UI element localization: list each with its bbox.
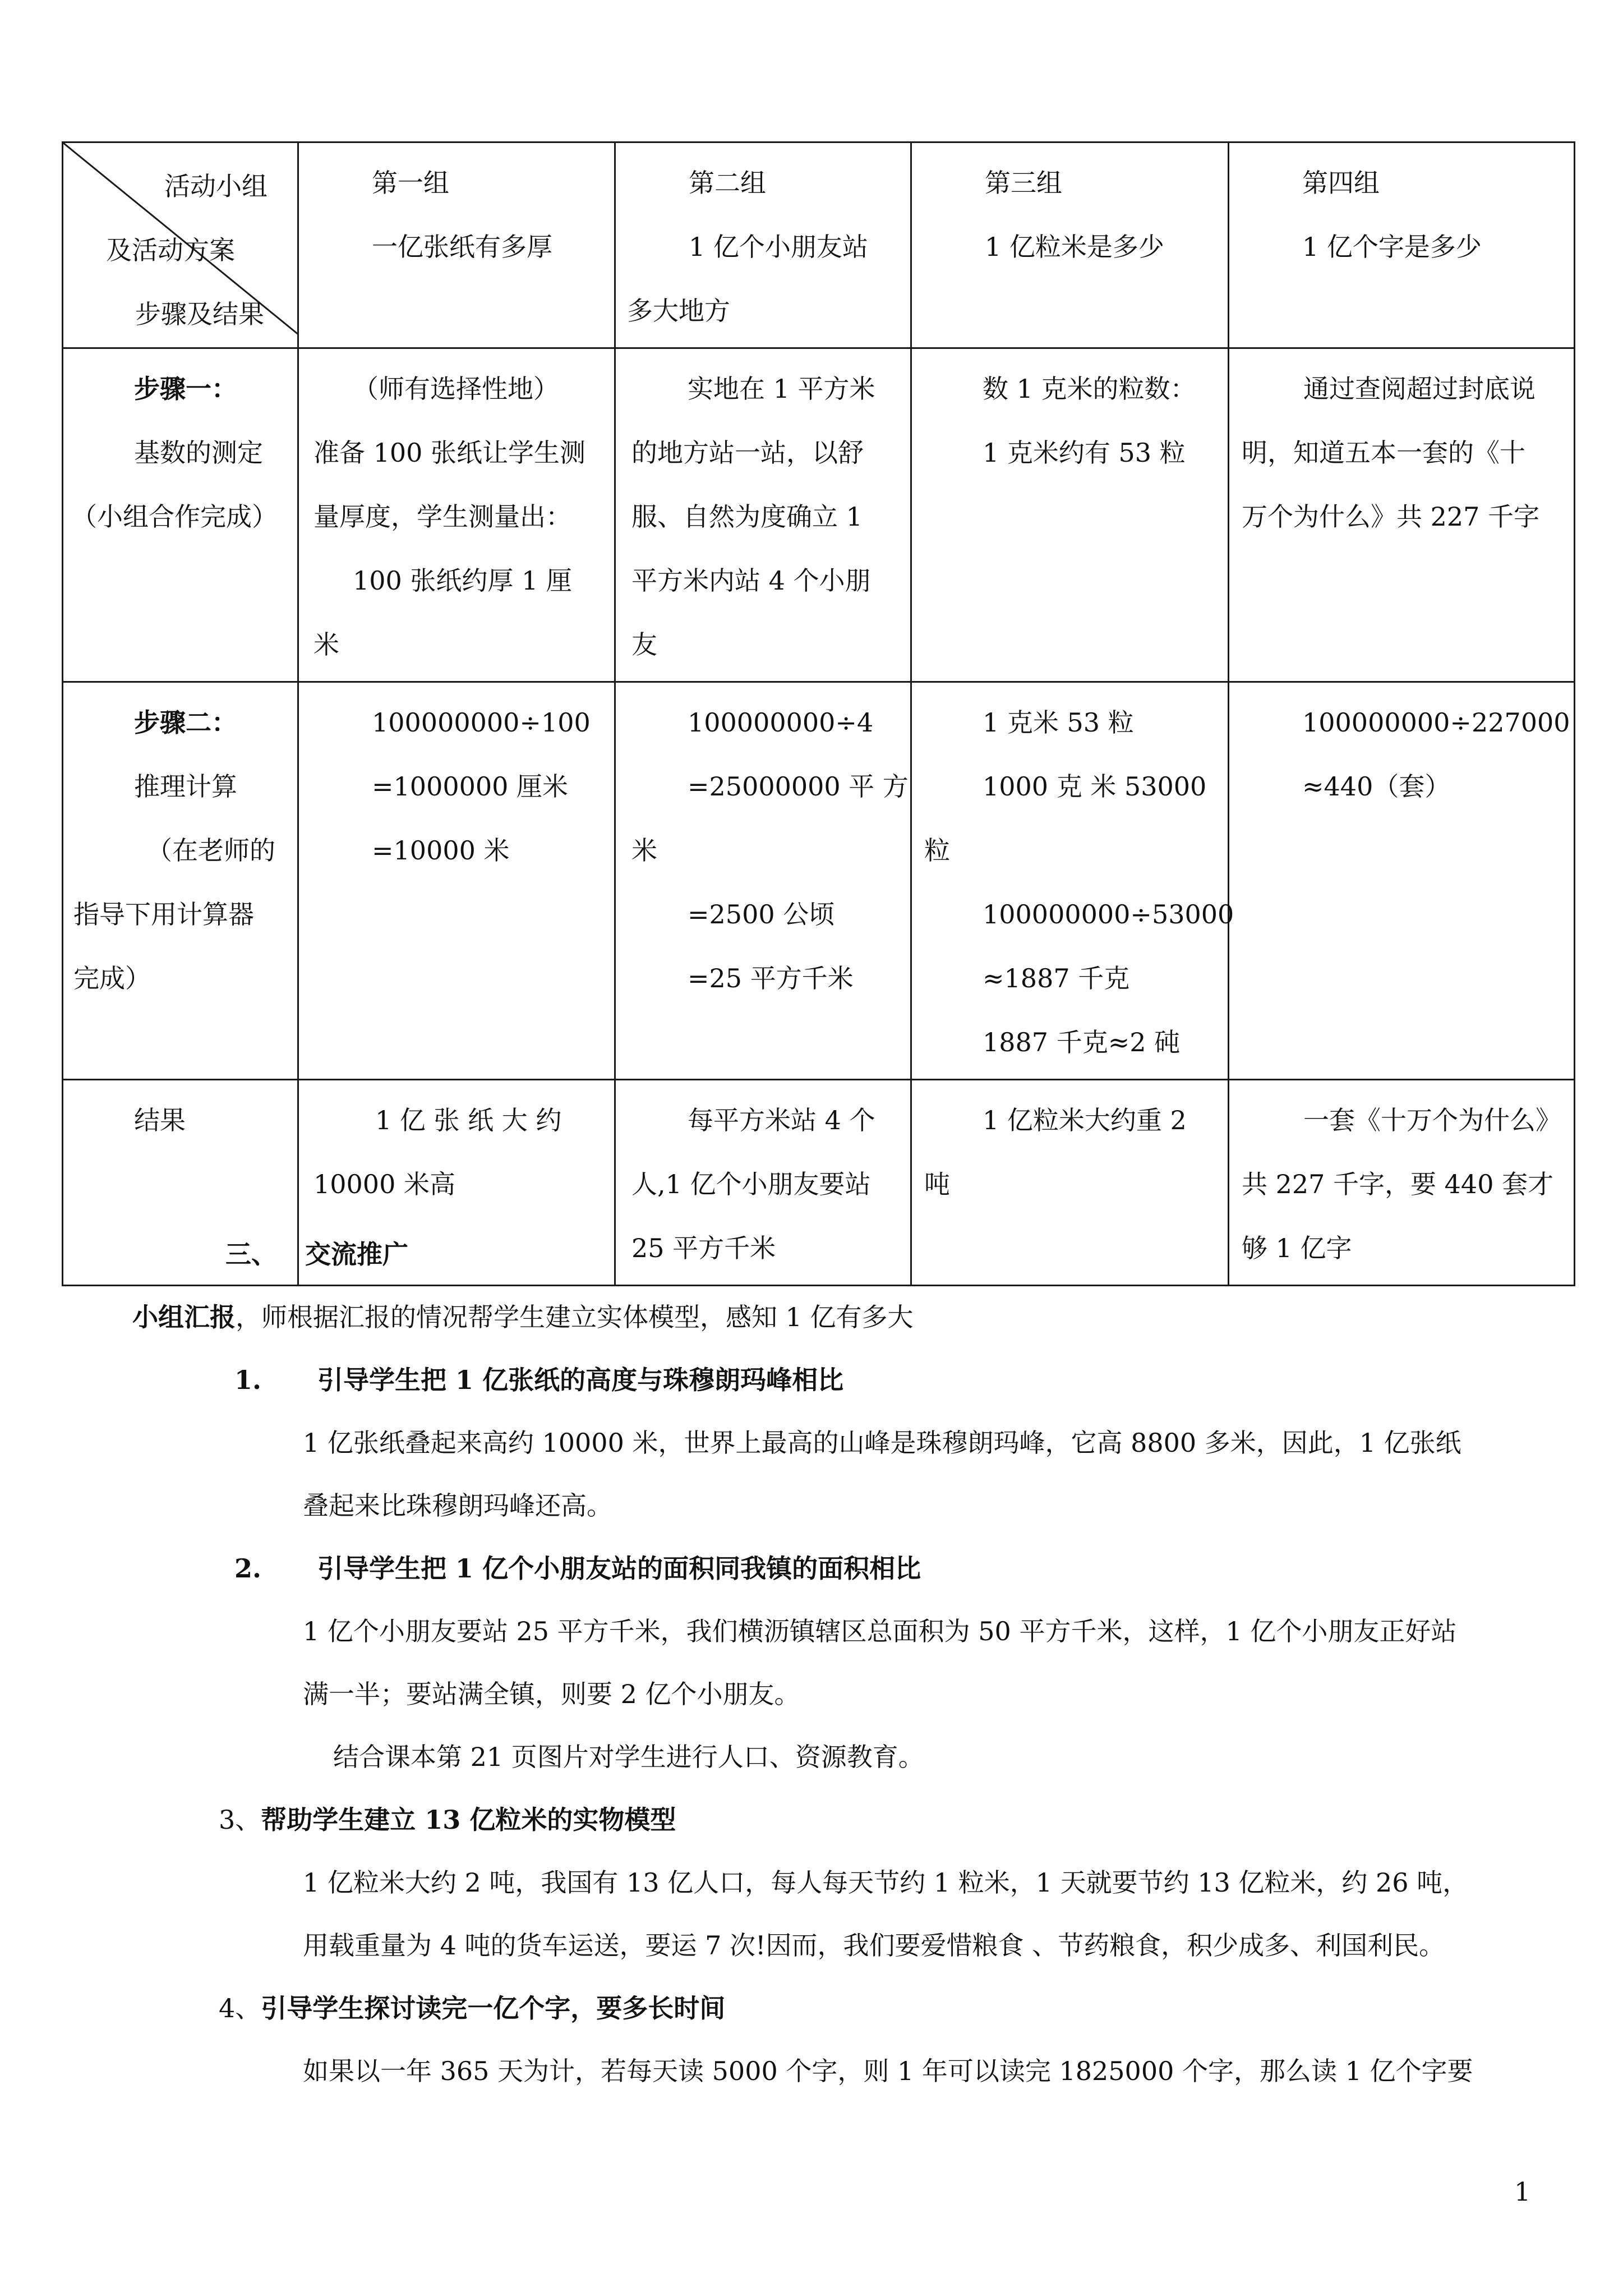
step2-group4-cell xyxy=(1229,682,1575,1080)
cell-line: 一套《十万个为什么》 xyxy=(1303,1105,1561,1135)
item-title: 帮助学生建立 13 亿粒米的实物模型 xyxy=(261,1805,676,1835)
cell-line: ≈1887 千克 xyxy=(983,963,1130,993)
item-1-paragraph-line: 叠起来比珠穆朗玛峰还高。 xyxy=(303,1490,612,1521)
item-3-paragraph-line: 用载重量为 4 吨的货车运送，要运 7 次!因而，我们要爱惜粮食 、节药粮食，积少成多、利国利民。 xyxy=(303,1930,1445,1961)
header-label-groups: 活动小组 xyxy=(164,171,268,201)
step2-note: 指导下用计算器 xyxy=(73,899,254,930)
cell-line: =25000000 平 方 xyxy=(688,771,909,802)
cell-line: ≈440（套） xyxy=(1302,771,1451,802)
cell-line: 准备 100 张纸让学生测 xyxy=(313,438,586,468)
item-2-paragraph-line: 结合课本第 21 页图片对学生进行人口、资源教育。 xyxy=(333,1742,924,1772)
step1-label-cell xyxy=(63,348,298,682)
cell-line: 1887 千克≈2 砘 xyxy=(983,1027,1181,1057)
step2-label-cell xyxy=(63,682,298,1080)
cell-line: 1000 克 米 53000 xyxy=(983,771,1207,802)
item-number: 4、 xyxy=(219,1993,261,2023)
cell-line: 粒 xyxy=(924,835,950,866)
group-desc: 1 亿粒米是多少 xyxy=(985,232,1164,262)
cell-line: 100000000÷4 xyxy=(688,707,874,738)
item-2-heading xyxy=(234,1552,921,1585)
table-row-step1 xyxy=(63,348,1575,682)
cell-line: 米 xyxy=(313,629,339,660)
cell-line: 吨 xyxy=(924,1169,950,1199)
item-title: 引导学生把 1 亿个小朋友站的面积同我镇的面积相比 xyxy=(317,1553,921,1584)
group-desc: 多大地方 xyxy=(627,296,730,326)
cell-line: =10000 米 xyxy=(372,835,510,866)
step1-group2-cell xyxy=(615,348,911,682)
item-1-heading xyxy=(234,1363,843,1397)
cell-line: 米 xyxy=(631,835,657,866)
section-title: 交流推广 xyxy=(305,1239,409,1269)
cell-line: 1 克米 53 粒 xyxy=(983,707,1134,738)
group-4-header xyxy=(1229,142,1575,348)
group-name: 第三组 xyxy=(985,168,1062,198)
item-4-paragraph-line: 如果以一年 365 天为计，若每天读 5000 个字，则 1 年可以读完 1825000 个字，那么读 1 亿个字要 xyxy=(303,2056,1473,2086)
cell-line: 平方米内站 4 个小朋 xyxy=(631,565,871,596)
page-number: 1 xyxy=(1514,2177,1531,2207)
group-name: 第一组 xyxy=(372,168,449,198)
group-desc: 1 亿个字是多少 xyxy=(1302,232,1482,262)
activity-table xyxy=(62,141,1575,1286)
group-desc: 一亿张纸有多厚 xyxy=(372,232,552,262)
group-3-header xyxy=(911,142,1229,348)
result-label: 结果 xyxy=(134,1105,186,1135)
cell-line: 共 227 千字，要 440 套才 xyxy=(1242,1169,1554,1199)
cell-line: 1 克米约有 53 粒 xyxy=(983,438,1186,468)
step1-title: 步骤一： xyxy=(134,374,237,404)
intro-bold: 小组汇报 xyxy=(132,1302,236,1332)
header-label-steps: 步骤及结果 xyxy=(135,299,264,329)
step2-note: 完成） xyxy=(73,963,151,993)
diagonal-header-cell xyxy=(63,142,298,348)
cell-line: 服、自然为度确立 1 xyxy=(631,501,863,532)
result-group4-cell xyxy=(1229,1080,1575,1286)
cell-line: 25 平方千米 xyxy=(631,1233,776,1263)
step1-group3-cell xyxy=(911,348,1229,682)
step2-group1-cell xyxy=(298,682,615,1080)
item-2-paragraph-line: 满一半；要站满全镇，则要 2 亿个小朋友。 xyxy=(303,1679,800,1709)
intro-text: ，师根据汇报的情况帮学生建立实体模型，感知 1 亿有多大 xyxy=(236,1302,914,1332)
cell-line: 通过查阅超过封底说 xyxy=(1303,374,1536,404)
cell-line: 每平方米站 4 个 xyxy=(688,1105,875,1135)
group-name: 第二组 xyxy=(689,168,766,198)
section-heading xyxy=(225,1237,408,1271)
item-title: 引导学生把 1 亿张纸的高度与珠穆朗玛峰相比 xyxy=(317,1365,844,1395)
result-group2-cell xyxy=(615,1080,911,1286)
cell-line: 够 1 亿字 xyxy=(1242,1233,1352,1263)
step1-subtitle: 基数的测定 xyxy=(134,438,263,468)
cell-line: 1 亿粒米大约重 2 xyxy=(983,1105,1187,1135)
cell-line: 万个为什么》共 227 千字 xyxy=(1242,501,1540,532)
cell-line: 10000 米高 xyxy=(313,1169,455,1199)
item-4-heading xyxy=(219,1991,725,2025)
group-1-header xyxy=(298,142,615,348)
step2-group3-cell xyxy=(911,682,1234,1080)
table-row-step2 xyxy=(63,682,1575,1080)
item-3-heading xyxy=(219,1803,676,1837)
cell-line: 友 xyxy=(631,629,657,660)
cell-line: 1 亿 张 纸 大 约 xyxy=(375,1105,562,1135)
cell-line: （师有选择性地） xyxy=(353,374,559,404)
step1-note: （小组合作完成） xyxy=(71,501,278,532)
item-number: 3、 xyxy=(219,1805,261,1835)
table-header-row xyxy=(63,142,1575,348)
step2-group2-cell xyxy=(615,682,911,1080)
item-2-paragraph-line: 1 亿个小朋友要站 25 平方千米，我们横沥镇辖区总面积为 50 平方千米，这样，1 亿个小朋友正好站 xyxy=(303,1616,1457,1646)
item-1-paragraph-line: 1 亿张纸叠起来高约 10000 米，世界上最高的山峰是珠穆朗玛峰，它高 8800 多米，因此，1 亿张纸 xyxy=(303,1428,1461,1458)
group-name: 第四组 xyxy=(1302,168,1380,198)
item-3-paragraph-line: 1 亿粒米大约 2 吨，我国有 13 亿人口，每人每天节约 1 粒米，1 天就要节约 13 亿粒米，约 26 吨， xyxy=(303,1867,1469,1898)
step1-group4-cell xyxy=(1229,348,1575,682)
intro-paragraph xyxy=(132,1300,914,1334)
header-label-plans: 及活动方案 xyxy=(106,235,235,265)
cell-line: 实地在 1 平方米 xyxy=(688,374,875,404)
item-title: 引导学生探讨读完一亿个字，要多长时间 xyxy=(261,1993,726,2023)
group-2-header xyxy=(615,142,911,348)
cell-line: =25 平方千米 xyxy=(688,963,854,993)
cell-line: 100 张纸约厚 1 厘 xyxy=(353,565,572,596)
item-number: 1. xyxy=(234,1365,262,1395)
item-number: 2. xyxy=(234,1553,262,1584)
step2-subtitle: 推理计算 xyxy=(134,771,237,802)
result-group3-cell xyxy=(911,1080,1229,1286)
cell-line: 数 1 克米的粒数： xyxy=(983,374,1196,404)
cell-line: 100000000÷100 xyxy=(372,707,591,738)
cell-line: 100000000÷53000 xyxy=(983,899,1234,930)
cell-line: 100000000÷227000 xyxy=(1302,707,1570,738)
step2-note: （在老师的 xyxy=(146,835,275,866)
group-desc: 1 亿个小朋友站 xyxy=(689,232,868,262)
cell-line: 明，知道五本一套的《十 xyxy=(1242,438,1525,468)
cell-line: 的地方站一站，以舒 xyxy=(631,438,864,468)
cell-line: 量厚度，学生测量出： xyxy=(313,501,571,532)
cell-line: =2500 公顷 xyxy=(688,899,835,930)
cell-line: =1000000 厘米 xyxy=(372,771,569,802)
section-number: 三、 xyxy=(225,1239,277,1269)
step2-title: 步骤二： xyxy=(134,707,237,738)
cell-line: 人,1 亿个小朋友要站 xyxy=(631,1169,871,1199)
step1-group1-cell xyxy=(298,348,615,682)
